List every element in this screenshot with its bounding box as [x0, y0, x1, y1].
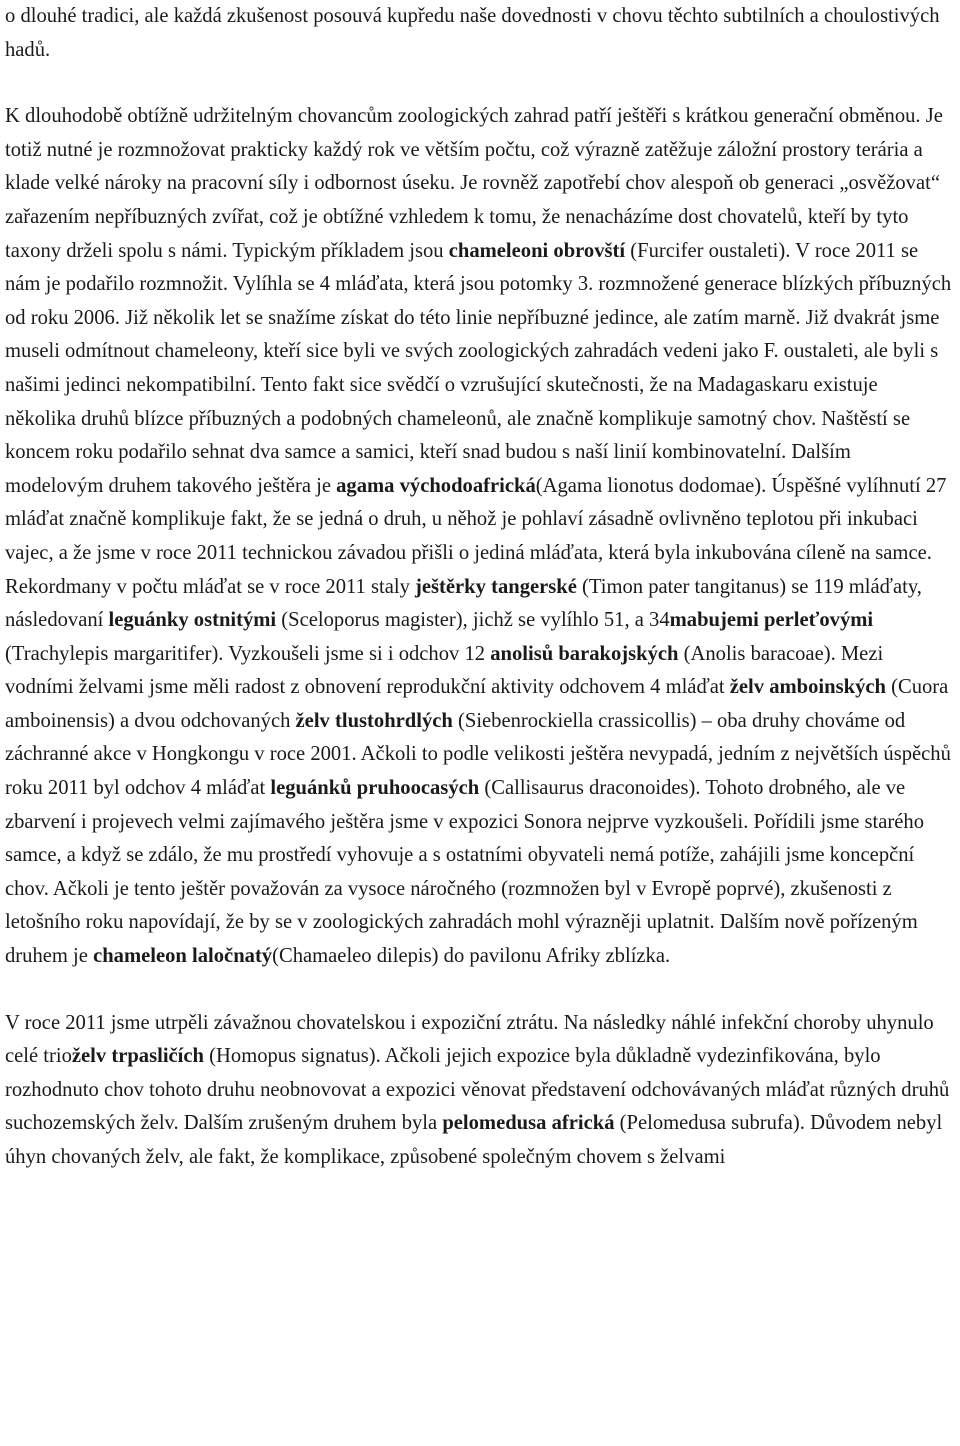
species-name-bold: ještěrky tangerské	[415, 575, 577, 598]
text-run: (Timon pater tangitanus) se 119 mláďaty, následovaní	[5, 575, 922, 632]
text-run: (Anolis baracoae). Mezi vodními želvami jsme měli radost z obnovení reprodukční aktivity odchovem 4 mláďat	[5, 642, 884, 699]
text-run: (Furcifer oustaleti). V roce 2011 se nám je podařilo rozmnožit. Vylíhla se 4 mláďata, která jsou potomky 3. rozmnožené generace blízkých příbuzných od roku 2006. Již několik let se snažíme získat do této linie nepříbuzné jedince, ale zatím marně. Již dvakrát jsme museli odmítnout chameleony, kteří sice byli ve svých zoologických zahradách vedeni jako F. oustaleti, ale byli s našimi jedinci nekompatibilní. Tento fakt sice svědčí o vzrušující skutečnosti, že na Madagaskaru existuje několika druhů blízce příbuzných a podobných chameleonů, ale značně komplikuje samotný chov. Naštěstí se koncem roku podařilo sehnat dva samce a samici, kteří snad budou s naší linií kombinovatelní. Dalším modelovým druhem takového ještěra je	[5, 239, 952, 497]
species-name-bold: chameleoni obrovští	[448, 239, 626, 262]
species-name-bold: anolisů barakojských	[490, 642, 679, 665]
species-name-bold: želv tlustohrdlých	[295, 709, 453, 732]
text-run: (Sceloporus magister), jichž se vylíhlo 51, a 34	[276, 609, 670, 632]
paragraph-snakes-ending	[5, 0, 952, 67]
species-name-bold: chameleon laločnatý	[93, 945, 273, 968]
species-name-bold: mabujemi perleťovými	[669, 609, 874, 632]
paragraph-spacer	[5, 974, 952, 1007]
text-run: (Cuora amboinensis) a dvou odchovaných	[5, 676, 949, 732]
species-name-bold: pelomedusa africká	[442, 1112, 615, 1135]
paragraph-spacer	[5, 67, 952, 100]
species-name-bold: leguánků pruhoocasých	[270, 777, 480, 800]
text-run: (Trachylepis margaritifer). Vyzkoušeli jsme si i odchov 12	[5, 642, 491, 665]
text-run: (Pelomedusa subrufa). Důvodem nebyl úhyn chovaných želv, ale fakt, že komplikace, způsobené společným chovem s želvami	[5, 1112, 943, 1168]
species-name-bold: leguánky ostnitými	[108, 609, 277, 632]
text-run: (Callisaurus draconoides). Tohoto drobného, ale ve zbarvení i projevech velmi zajímavého ještěra jsme v expozici Sonora nejprve vyzkoušeli. Pořídili jsme starého samce, a když se zdálo, že mu prostředí vyhovuje a s ostatními obyvateli nemá potíže, zahájili jsme koncepční chov. Ačkoli je tento ještěr považován za vysoce náročného (rozmnožen byl v Evropě poprvé), zkušenosti z letošního roku napovídají, že by se v zoologických zahradách mohl výrazněji uplatnit. Dalším nově pořízeným druhem je	[5, 777, 924, 968]
paragraph-lizards-breeding	[5, 100, 952, 973]
species-name-bold: agama východoafrická	[336, 474, 536, 497]
text-run: (Siebenrockiella crassicollis) – oba druhy chováme od záchranné akce v Hongkongu v roce 2001. Ačkoli to podle velikosti ještěra nevypadá, jedním z největších úspěchů roku 2011 byl odchov 4 mláďat	[5, 709, 951, 800]
text-run: (Chamaeleo dilepis) do pavilonu Afriky zblízka.	[272, 945, 671, 968]
text-run: (Agama lionotus dodomae). Úspěšné vylíhnutí 27 mláďat značně komplikuje fakt, že se jedná o druh, u něhož je pohlaví zásadně ovlivněno teplotou při inkubaci vajec, a že jsme v roce 2011 technickou závadou přišli o jediná mláďata, která byla inkubována cíleně na samce. Rekordmany v počtu mláďat se v roce 2011 staly	[5, 474, 947, 598]
species-name-bold: želv amboinských	[729, 676, 886, 699]
text-run: V roce 2011 jsme utrpěli závažnou chovatelskou i expoziční ztrátu. Na následky náhlé infekční choroby uhynulo celé trio	[5, 1011, 934, 1068]
text-run: o dlouhé tradici, ale každá zkušenost posouvá kupředu naše dovednosti v chovu těchto subtilních a choulostivých hadů.	[5, 5, 940, 61]
species-name-bold: želv trpasličích	[71, 1045, 205, 1068]
paragraph-losses	[5, 1007, 952, 1175]
text-run: (Homopus signatus). Ačkoli jejich expozice byla důkladně vydezinfikována, bylo rozhodnuto chov tohoto druhu neobnovovat a expozici věnovat představení odchovávaných mláďat různých druhů suchozemských želv. Dalším zrušeným druhem byla	[5, 1045, 950, 1135]
text-run: K dlouhodobě obtížně udržitelným chovancům zoologických zahrad patří ještěři s krátkou generační obměnou. Je totiž nutné je rozmnožovat prakticky každý rok ve větším počtu, což výrazně zatěžuje záložní prostory terária a klade velké nároky na pracovní síly i odbornost úseku. Je rovněž zapotřebí chov alespoň ob generaci „osvěžovat“ zařazením nepříbuzných zvířat, což je obtížné vzhledem k tomu, že nenacházíme dost chovatelů, kteří by tyto taxony drželi spolu s námi. Typickým příkladem jsou	[5, 105, 943, 262]
